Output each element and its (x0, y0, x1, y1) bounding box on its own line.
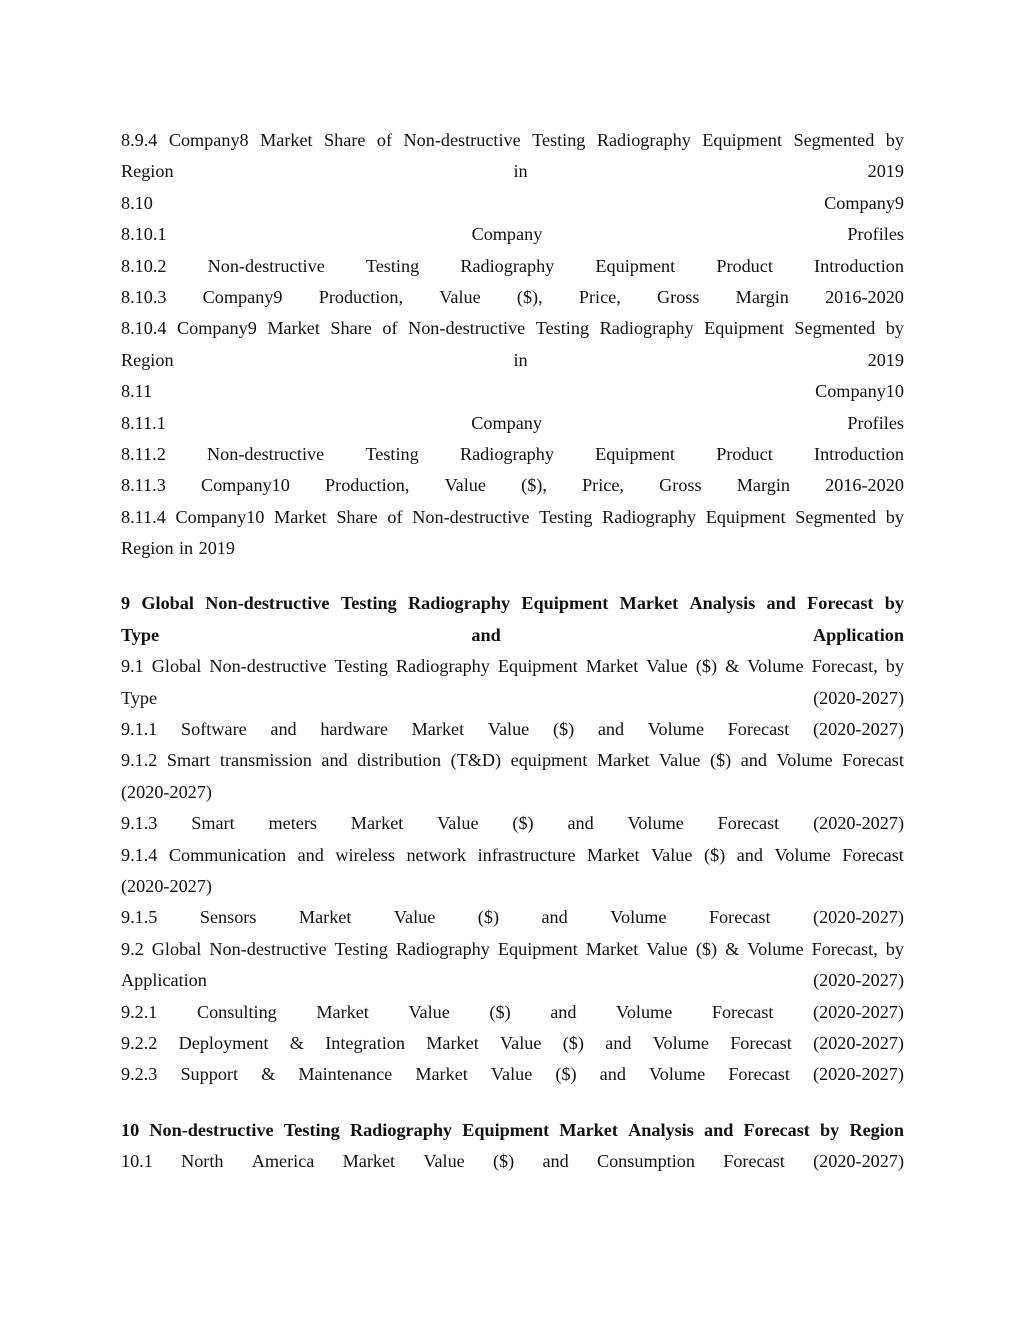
toc-block (121, 125, 904, 564)
toc-word: 8.10.1 (121, 224, 167, 245)
toc-entry-line (121, 533, 904, 564)
toc-word: Volume (616, 1001, 673, 1022)
toc-word: Non-destructive (403, 130, 521, 150)
toc-word: Market (587, 844, 640, 865)
toc-word: North (181, 1151, 224, 1172)
toc-word: Company (471, 224, 543, 245)
toc-word: Value (651, 844, 693, 865)
toc-word: Smart (191, 813, 235, 834)
toc-word: Volume (747, 656, 804, 677)
toc-entry-line (121, 251, 904, 282)
toc-word: Company (471, 412, 542, 433)
toc-word: equipment (510, 750, 588, 771)
toc-word: Segmented (793, 130, 875, 150)
toc-word: Non-destructive (412, 506, 530, 527)
toc-word: Integration (325, 1032, 405, 1053)
toc-word: Global (141, 593, 194, 614)
toc-word: Radiography (460, 255, 555, 276)
toc-word: and (599, 1064, 626, 1085)
toc-word: ($) (512, 813, 534, 834)
toc-word: Radiography (459, 443, 554, 464)
toc-word: ($) (562, 1032, 584, 1053)
toc-word: Forecast (730, 1032, 792, 1053)
toc-word: and (567, 813, 594, 834)
toc-entry-line (121, 997, 904, 1028)
toc-word: (2020-2027) (812, 719, 904, 740)
toc-word: Non-destructive (209, 656, 327, 677)
toc-word: 9.2.3 (121, 1064, 158, 1085)
toc-word: & (261, 1064, 276, 1085)
toc-word: Forecast (807, 593, 874, 614)
toc-word: Market (619, 593, 679, 614)
toc-word: Market (316, 1001, 369, 1022)
toc-entry-line (121, 502, 904, 533)
toc-word: Equipment (595, 255, 676, 276)
toc-word: by (885, 656, 904, 677)
toc-entry-line (121, 125, 904, 156)
toc-word: Testing (539, 506, 593, 527)
toc-word: and (541, 907, 568, 928)
toc-word: in (513, 349, 528, 370)
toc-word: Value (487, 719, 530, 740)
toc-word: 9.1.2 (121, 750, 158, 771)
toc-word: and (550, 1001, 577, 1022)
toc-word: ($), (516, 286, 543, 307)
toc-entry-line (121, 745, 904, 776)
toc-word: ($) (709, 750, 732, 771)
toc-word: and (321, 750, 348, 771)
toc-word: Testing (532, 130, 586, 150)
toc-word: Volume (652, 1032, 709, 1053)
toc-word: 9.2.2 (121, 1032, 158, 1053)
toc-word: Support (180, 1064, 239, 1085)
toc-word: hardware (320, 719, 388, 740)
toc-word: 8.10 (121, 192, 153, 213)
toc-word: Value (646, 656, 688, 677)
toc-word: Forecast (708, 907, 771, 928)
toc-entry-line (121, 376, 904, 407)
toc-entry-line (121, 683, 904, 714)
toc-word: and (766, 593, 796, 614)
toc-word: 2019 (867, 161, 904, 182)
toc-word: of (382, 318, 398, 339)
toc-word: Radiography (596, 130, 691, 150)
toc-word: 10 (121, 1119, 140, 1140)
section-gap (121, 1091, 904, 1115)
toc-word: Company9 (824, 192, 904, 213)
toc-word: Consulting (196, 1001, 277, 1022)
toc-word: by (820, 1119, 840, 1140)
toc-word: Equipment (497, 656, 578, 677)
toc-word: 8.9.4 (121, 130, 158, 150)
toc-word: Testing (365, 443, 419, 464)
toc-word: infrastructure (477, 844, 576, 865)
toc-word: Forecast, (811, 938, 878, 959)
toc-block (121, 1115, 904, 1178)
toc-word: Margin (735, 286, 789, 307)
toc-word: and (740, 750, 767, 771)
toc-word: Gross (659, 475, 702, 496)
toc-word: 9.2 (121, 938, 144, 959)
toc-word: Testing (334, 656, 388, 677)
toc-word: by (884, 593, 904, 614)
toc-word: of (387, 506, 403, 527)
toc-word: Company9 (177, 318, 257, 339)
toc-entry-line (121, 808, 904, 839)
toc-word: (2020-2027) (813, 813, 904, 834)
toc-word: Market (274, 506, 327, 527)
toc-word: in (513, 161, 528, 182)
toc-word: 2019 (867, 349, 904, 370)
toc-word: Price, (582, 475, 624, 496)
toc-word: Company8 (168, 130, 249, 150)
toc-entry-line (121, 313, 904, 344)
toc-word: 2016-2020 (825, 475, 904, 496)
toc-word: 9.1.5 (121, 907, 158, 928)
toc-word: 8.11.2 (121, 443, 166, 464)
toc-word: Volume (774, 844, 831, 865)
toc-word: Value (437, 813, 479, 834)
toc-word: (2020-2027) (813, 970, 904, 991)
toc-word: Production, (318, 286, 404, 307)
toc-block (121, 588, 904, 1090)
toc-word: Communication (168, 844, 287, 865)
toc-word: Price, (578, 286, 621, 307)
toc-word: Non-destructive (149, 1119, 274, 1140)
toc-word: Market (267, 318, 320, 339)
toc-word: Company9 (202, 286, 283, 307)
toc-word: 8.10.3 (121, 286, 167, 307)
toc-word: ($) (493, 1151, 515, 1172)
toc-word: 10.1 (121, 1151, 153, 1172)
toc-word: Share (324, 130, 366, 150)
toc-word: and (597, 719, 625, 740)
toc-word: 2016-2020 (825, 286, 904, 307)
toc-word: Profiles (847, 224, 904, 245)
toc-word: Value (439, 286, 481, 307)
toc-word: distribution (357, 750, 442, 771)
toc-word: Forecast (711, 1001, 774, 1022)
toc-word: Value (646, 938, 688, 959)
toc-word: ($) (695, 656, 718, 677)
toc-word: Testing (365, 255, 420, 276)
toc-entry-line (121, 439, 904, 470)
toc-word: Gross (657, 286, 700, 307)
toc-word: Forecast (727, 719, 790, 740)
toc-word: Market (585, 938, 639, 959)
toc-word: Market (596, 750, 650, 771)
toc-word: Segmented (794, 318, 876, 339)
toc-word: and (297, 844, 324, 865)
toc-word: 8.11.3 (121, 475, 166, 496)
toc-word: Software (181, 719, 247, 740)
toc-word: wireless (335, 844, 395, 865)
toc-word: and (736, 844, 763, 865)
toc-word: America (251, 1151, 315, 1172)
toc-word: Region (849, 1119, 904, 1140)
toc-entry-line (121, 156, 904, 187)
toc-word: ($) (703, 844, 726, 865)
toc-word: Forecast (842, 750, 904, 771)
toc-word: (2020-2027) (813, 1001, 904, 1022)
toc-word: 9.1.1 (121, 719, 158, 740)
toc-word: Forecast, (811, 656, 878, 677)
toc-entry-line (121, 1028, 904, 1059)
toc-word: Consumption (596, 1151, 695, 1172)
toc-word: network (406, 844, 467, 865)
toc-word: Value (500, 1032, 542, 1053)
toc-word: Introduction (814, 255, 904, 276)
toc-word: by (885, 938, 904, 959)
toc-entry-line (121, 1146, 904, 1177)
toc-word: Testing (334, 938, 388, 959)
toc-word: Non-destructive (207, 255, 325, 276)
toc-word: & (289, 1032, 304, 1053)
toc-word: Share (336, 506, 378, 527)
toc-word: Segmented (795, 506, 877, 527)
toc-word: ($) (695, 938, 718, 959)
toc-word: 8.11 (121, 381, 153, 402)
section-gap (121, 564, 904, 588)
toc-word: ($) (552, 719, 575, 740)
toc-word: Analysis (628, 1119, 694, 1140)
toc-word: 8.11.4 (121, 506, 166, 527)
toc-word: (2020-2027) (813, 1032, 904, 1053)
toc-word: 9.1.3 (121, 813, 158, 834)
toc-word: Market (260, 130, 313, 150)
toc-word: Region (121, 161, 174, 182)
toc-word: (2020-2027) (813, 687, 904, 708)
toc-entry-line (121, 651, 904, 682)
toc-word: Application (121, 970, 207, 991)
toc-word: transmission (219, 750, 312, 771)
toc-word: Forecast (717, 813, 780, 834)
toc-word: by (885, 130, 904, 150)
toc-word: Application (813, 624, 904, 645)
toc-word: 8.10.4 (121, 318, 167, 339)
toc-word: Equipment (462, 1119, 550, 1140)
section-heading-line (121, 620, 904, 651)
toc-word: Market (298, 907, 352, 928)
toc-word: by (885, 506, 904, 527)
toc-word: Volume (747, 938, 804, 959)
toc-word: 2019 (198, 538, 235, 559)
toc-word: Value (393, 907, 436, 928)
toc-word: Product (716, 255, 773, 276)
toc-word: Deployment (178, 1032, 269, 1053)
toc-word: Market (415, 1064, 468, 1085)
toc-word: meters (268, 813, 317, 834)
section-heading-line (121, 588, 904, 619)
toc-word: Value (490, 1064, 533, 1085)
toc-word: 8.10.2 (121, 255, 167, 276)
toc-word: Volume (610, 907, 667, 928)
toc-entry-line (121, 219, 904, 250)
toc-word: Type (121, 687, 158, 708)
toc-entry-line (121, 840, 904, 871)
toc-word: Value (659, 750, 701, 771)
toc-word: Global (151, 656, 202, 677)
toc-word: Company10 (175, 506, 265, 527)
toc-word: Maintenance (298, 1064, 393, 1085)
toc-word: (T&D) (450, 750, 502, 771)
toc-word: Company10 (815, 381, 904, 402)
toc-entry-line (121, 777, 904, 808)
toc-word: Introduction (814, 443, 904, 464)
toc-word: Market (559, 1119, 618, 1140)
toc-word: and (704, 1119, 734, 1140)
toc-word: Market (411, 719, 465, 740)
toc-word: 9.2.1 (121, 1001, 158, 1022)
toc-entry-line (121, 714, 904, 745)
toc-entry-line (121, 965, 904, 996)
toc-word: Margin (736, 475, 790, 496)
toc-entry-line (121, 871, 904, 902)
toc-word: and (270, 719, 297, 740)
toc-word: Region (121, 538, 174, 559)
toc-entry-line (121, 282, 904, 313)
toc-word: Market (585, 656, 639, 677)
toc-word: Type (121, 624, 160, 645)
toc-word: 9.1.4 (121, 844, 158, 865)
toc-word: (2020-2027) (813, 1064, 904, 1085)
toc-word: 9 (121, 593, 131, 614)
toc-word: Region (121, 349, 174, 370)
toc-word: ($) (489, 1001, 511, 1022)
toc-word: & (725, 938, 740, 959)
toc-word: Radiography (408, 593, 511, 614)
toc-word: by (885, 318, 904, 339)
toc-word: Value (408, 1001, 450, 1022)
toc-entry-line (121, 408, 904, 439)
toc-word: 8.11.1 (121, 412, 166, 433)
toc-word: (2020-2027) (813, 1151, 904, 1172)
toc-word: Equipment (705, 506, 786, 527)
toc-word: Profiles (847, 412, 904, 433)
toc-word: (2020-2027) (121, 781, 212, 802)
toc-entry-line (121, 902, 904, 933)
toc-word: Market (342, 1151, 396, 1172)
toc-word: Equipment (704, 318, 784, 339)
toc-word: and (605, 1032, 632, 1053)
toc-word: & (725, 656, 740, 677)
toc-word: Forecast (728, 1064, 790, 1085)
toc-word: Product (716, 443, 773, 464)
toc-word: Forecast (723, 1151, 785, 1172)
toc-word: Volume (627, 813, 684, 834)
toc-word: and (542, 1151, 569, 1172)
toc-word: Non-destructive (205, 593, 330, 614)
toc-word: Production, (325, 475, 410, 496)
toc-word: (2020-2027) (813, 907, 904, 928)
toc-entry-line (121, 188, 904, 219)
toc-word: Radiography (395, 938, 490, 959)
toc-word: Testing (283, 1119, 340, 1140)
toc-word: Radiography (349, 1119, 453, 1140)
toc-entry-line (121, 1059, 904, 1090)
toc-word: Smart (166, 750, 211, 771)
toc-word: in (179, 538, 194, 559)
toc-word: Testing (340, 593, 397, 614)
toc-word: (2020-2027) (121, 875, 212, 896)
toc-word: of (376, 130, 393, 150)
toc-word: Value (444, 475, 486, 496)
toc-word: Radiography (602, 506, 697, 527)
toc-word: Radiography (599, 318, 694, 339)
section-heading-line (121, 1115, 904, 1146)
toc-word: Volume (649, 1064, 706, 1085)
toc-word: Equipment (497, 938, 578, 959)
toc-word: Sensors (199, 907, 257, 928)
toc-word: Radiography (395, 656, 490, 677)
toc-word: Company10 (200, 475, 290, 496)
toc-entry-line (121, 934, 904, 965)
toc-word: Value (423, 1151, 465, 1172)
toc-word: Analysis (689, 593, 756, 614)
toc-word: ($) (555, 1064, 577, 1085)
toc-word: Forecast (743, 1119, 810, 1140)
toc-word: ($) (477, 907, 500, 928)
toc-entry-line (121, 345, 904, 376)
toc-entry-line (121, 470, 904, 501)
toc-word: Equipment (521, 593, 609, 614)
toc-word: Non-destructive (209, 938, 327, 959)
toc-word: Testing (535, 318, 590, 339)
toc-word: Equipment (702, 130, 783, 150)
toc-word: and (471, 624, 501, 645)
toc-word: ($), (521, 475, 547, 496)
toc-word: Non-destructive (207, 443, 325, 464)
toc-word: Equipment (595, 443, 675, 464)
toc-word: Global (151, 938, 202, 959)
toc-word: Share (330, 318, 372, 339)
toc-word: 9.1 (121, 656, 144, 677)
toc-word: Non-destructive (408, 318, 526, 339)
toc-word: Volume (776, 750, 833, 771)
document-page (121, 125, 904, 1178)
toc-word: Market (426, 1032, 479, 1053)
toc-word: Volume (647, 719, 705, 740)
toc-word: Forecast (842, 844, 904, 865)
toc-word: Market (350, 813, 404, 834)
